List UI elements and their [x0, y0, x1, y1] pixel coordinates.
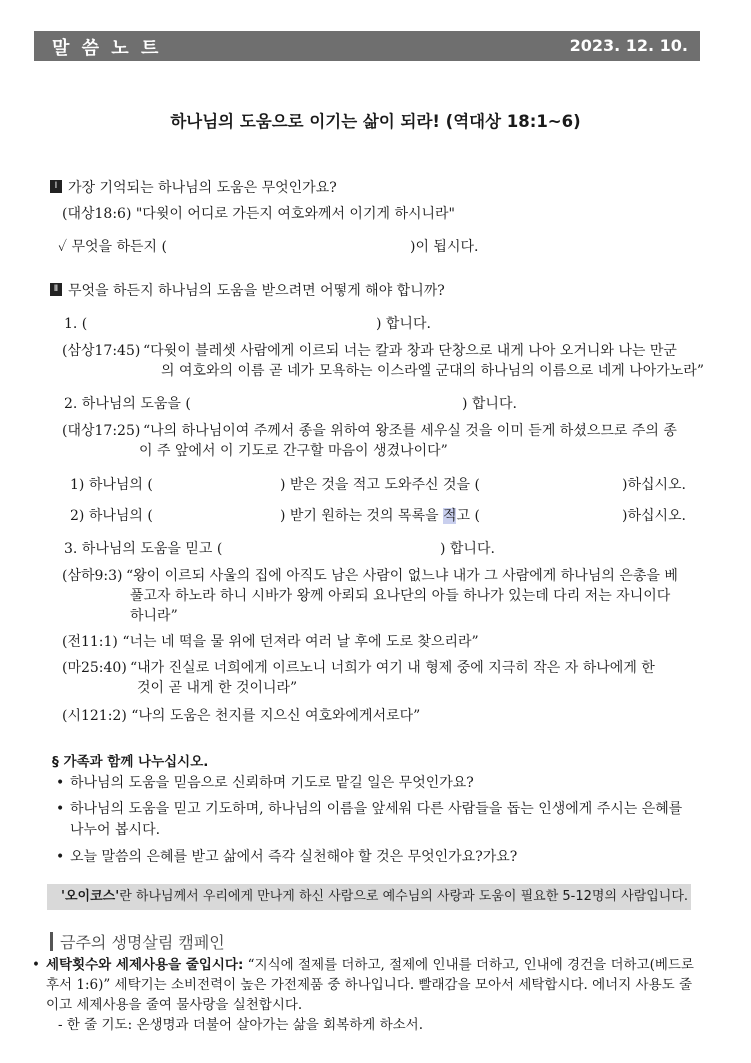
verse-3-line3: 하니라” — [130, 608, 178, 624]
verse-ref-5: (마25:40) — [62, 660, 127, 676]
verse-ref-1: (삼상17:45) — [62, 343, 141, 359]
verse-4: (전11:1) “너는 네 떡을 물 위에 던져라 여러 날 후에 도로 찾으리라” — [62, 634, 479, 650]
point2: 2. 하나님의 도움을 ( ) 합니다. — [64, 396, 517, 412]
check-icon: ✓ — [58, 239, 68, 255]
roman-numeral-1: Ⅰ — [50, 180, 62, 193]
header-date: 2023. 12. 10. — [569, 36, 688, 55]
sermon-title: 하나님의 도움으로 이기는 삶이 되라! (역대상 18:1~6) — [170, 112, 581, 131]
header-title: 말 씀 노 트 — [52, 38, 162, 59]
point3: 3. 하나님의 도움을 믿고 ( ) 합니다. — [64, 541, 495, 557]
campaign-heading: 금주의 생명살림 캠페인 — [50, 930, 225, 953]
verse-3-line2: 풀고자 하노라 하니 시바가 왕께 아뢰되 요나단의 아들 하나가 있는데 다리 저는 자니이다 — [130, 588, 671, 604]
section2-question: Ⅱ 무엇을 하든지 하나님의 도움을 받으려면 어떻게 해야 합니까? — [50, 281, 445, 301]
heading-bar — [50, 932, 53, 951]
share-heading: § 가족과 함께 나누십시오. — [52, 754, 209, 770]
point1: 1. ( ) 합니다. — [64, 316, 431, 332]
verse-2-line1: “나의 하나님이여 주께서 종을 위하여 왕조를 세우실 것을 이미 듣게 하셨으므로 주의 종 — [143, 423, 677, 439]
verse-ref-3: (삼하9:3) — [62, 568, 123, 584]
roman-numeral-2: Ⅱ — [50, 283, 62, 296]
verse-5-line1: “내가 진실로 너희에게 이르노니 너희가 여기 내 형제 중에 지극히 작은 자 하나에게 한 — [130, 660, 655, 676]
verse-ref-2: (대상17:25) — [62, 423, 141, 439]
campaign-body: • 세탁횟수와 세제사용을 줄입시다: “지식에 절제를 더하고, 절제에 인내를 더하고, 인내에 경건을 더하고(베드로후서 1:6)” 세탁기는 소비전력이 높은 가전제품 중 하나입니다. 빨래감을 모아서 세탁합시다. 에너지 사용도 줄이고 세제사용을 줄여 물사랑을 실천합시다. - 한 줄 기도: 온생명과 더불어 살아가는 삶을 회복하게 하소서. — [32, 955, 696, 1035]
subpoint2: 2) 하나님의 ( ) 받기 원하는 것의 목록을 적고 ( )하십시오. — [70, 508, 687, 524]
verse-1-line1: “다윗이 블레셋 사람에게 이르되 너는 칼과 창과 단창으로 내게 나아 오거니와 나는 만군 — [143, 343, 677, 359]
verse-3-line1: “왕이 이르되 사울의 집에 아직도 남은 사람이 없느냐 내가 그 사람에게 하나님의 은총을 베 — [126, 568, 678, 584]
campaign-prayer: - 한 줄 기도: 온생명과 더불어 살아가는 삶을 회복하게 하소서. — [58, 1017, 424, 1033]
section1-verse: (대상18:6) "다윗이 어디로 가든지 여호와께서 이기게 하시니라" — [62, 206, 455, 222]
highlighted-text: 적 — [442, 508, 457, 524]
share-item: • 하나님의 도움을 믿고 기도하며, 하나님의 이름을 앞세워 다른 사람들을 돕는 인생에게 주시는 은혜를 나누어 봅시다. — [56, 801, 683, 838]
verse-1-line2: 의 여호와의 이름 곧 네가 모욕하는 이스라엘 군대의 하나님의 이름으로 네게 나아가노라” — [161, 363, 704, 379]
share-item: • 오늘 말씀의 은혜를 받고 삶에서 즉각 실천해야 할 것은 무엇인가요?가요? — [56, 849, 518, 865]
verse-2-line2: 이 주 앞에서 이 기도로 간구할 마음이 생겼나이다” — [139, 443, 448, 459]
section1-question: Ⅰ 가장 기억되는 하나님의 도움은 무엇인가요? — [50, 178, 337, 198]
section1-fill: ✓ 무엇을 하든지 ( )이 됩시다. — [58, 239, 479, 255]
header-bar — [34, 31, 700, 61]
share-item: • 하나님의 도움을 믿음으로 신뢰하며 기도로 맡길 일은 무엇인가요? — [56, 775, 474, 791]
oikos-note: '오이코스'란 하나님께서 우리에게 만나게 하신 사람으로 예수님의 사랑과 도움이 필요한 5-12명의 사람입니다. — [47, 884, 691, 910]
verse-6: (시121:2) “나의 도움은 천지를 지으신 여호와에게서로다” — [62, 708, 421, 724]
subpoint1: 1) 하나님의 ( ) 받은 것을 적고 도와주신 것을 ( )하십시오. — [70, 477, 687, 493]
verse-5-line2: 것이 곧 내게 한 것이니라” — [137, 680, 298, 696]
